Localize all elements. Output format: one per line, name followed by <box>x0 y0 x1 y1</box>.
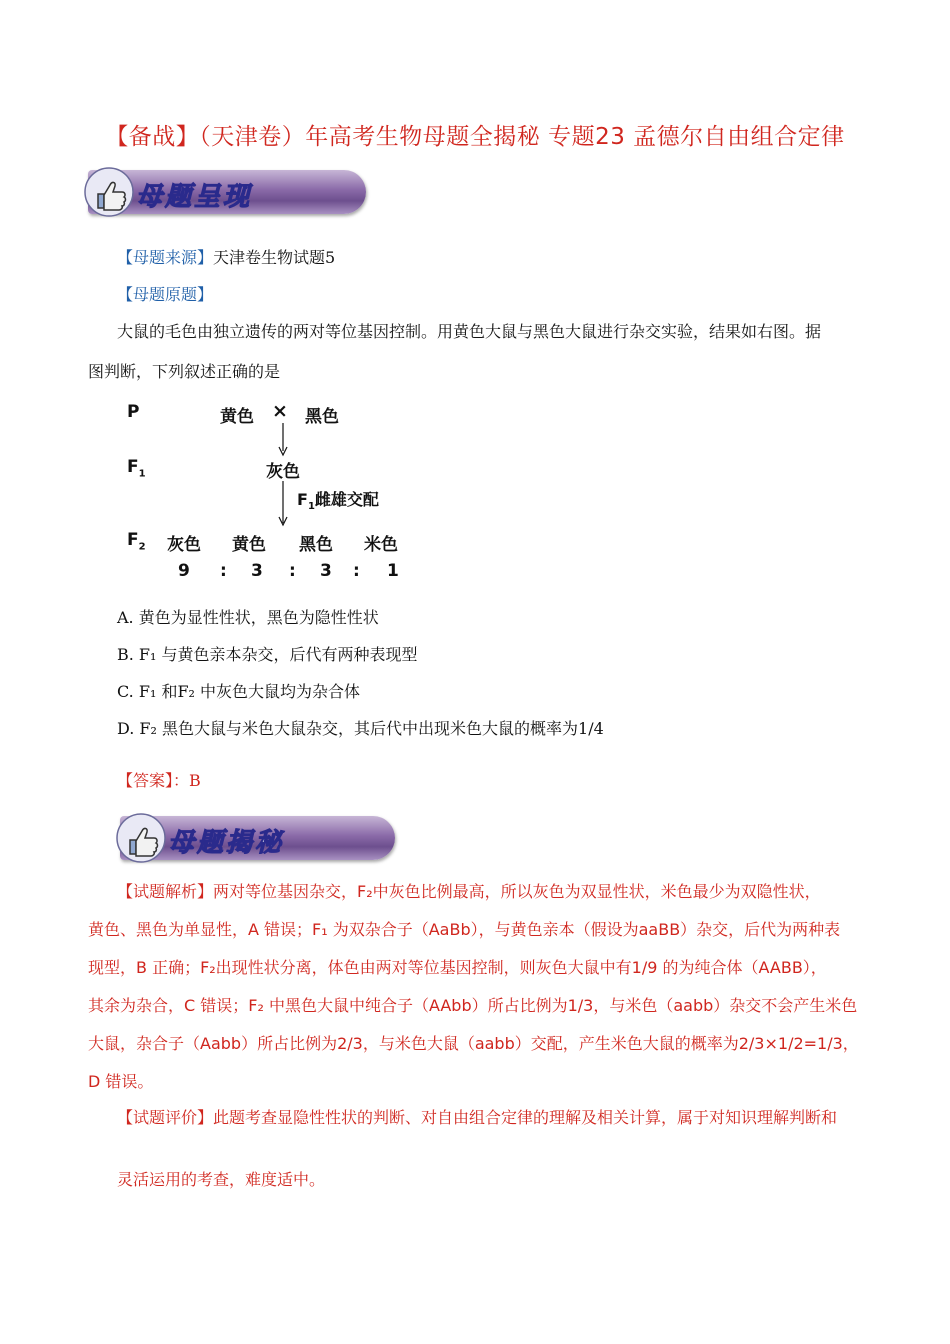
p-generation-label: P <box>127 402 140 422</box>
option-a: A. 黄色为显性性状，黑色为隐性性状 <box>117 608 379 627</box>
question-line-1: 大鼠的毛色由独立遗传的两对等位基因控制。用黄色大鼠与黑色大鼠进行杂交实验，结果如右图。据 <box>117 322 822 341</box>
f1-generation-label: $F_1$ <box>127 457 146 480</box>
p-black: 黑色 <box>305 407 339 427</box>
analysis-line-1: 【试题解析】两对等位基因杂交，F₂中灰色比例最高，所以灰色为双显性状，米色最少为双隐性状， <box>117 882 821 901</box>
analysis-line-6: D 错误。 <box>88 1072 154 1091</box>
ratio-value: 9 <box>178 561 190 581</box>
source-text: 天津卷生物试题5 <box>213 248 336 267</box>
analysis-label: 【试题解析】 <box>117 882 214 901</box>
ratio-value: 1 <box>387 561 399 581</box>
f2-phenotype: 米色 <box>364 535 398 555</box>
section-banner-analysis <box>120 816 395 860</box>
ratio-value: 3 <box>320 561 332 581</box>
answer-text: ：B <box>173 771 201 790</box>
banner-title: 母题揭秘 <box>168 828 285 858</box>
source-label: 【母题来源】 <box>117 248 214 267</box>
evaluation-line-2: 灵活运用的考查，难度适中。 <box>117 1170 326 1189</box>
f1-gray: 灰色 <box>266 462 300 482</box>
f2-phenotype: 灰色 <box>167 535 201 555</box>
f2-phenotype: 黄色 <box>232 535 266 555</box>
ratio-separator: : <box>353 561 360 581</box>
evaluation-label: 【试题评价】 <box>117 1108 214 1127</box>
f2-generation-label: $F_2$ <box>127 530 146 553</box>
f2-phenotype: 黑色 <box>299 535 333 555</box>
page-title: 【备战】（天津卷）年高考生物母题全揭秘 专题23 孟德尔自由组合定律 <box>105 124 845 150</box>
ratio-value: 3 <box>251 561 263 581</box>
cross-symbol: × <box>272 400 288 422</box>
analysis-line-4: 其余为杂合，C 错误；F₂ 中黑色大鼠中纯合子（AAbb）所占比例为1/3，与米色（aabb）杂交不会产生米色 <box>88 996 858 1015</box>
option-d: D. F₂ 黑色大鼠与米色大鼠杂交，其后代中出现米色大鼠的概率为1/4 <box>117 719 604 738</box>
original-label: 【母题原题】 <box>117 285 214 304</box>
evaluation-line-1: 【试题评价】此题考查显隐性性状的判断、对自由组合定律的理解及相关计算，属于对知识理解判断和 <box>117 1108 838 1127</box>
question-line-2: 图判断，下列叙述正确的是 <box>88 362 281 381</box>
analysis-line-5: 大鼠，杂合子（Aabb）所占比例为2/3，与米色大鼠（aabb）交配，产生米色大鼠的概率为2/3×1/2=1/3， <box>88 1034 859 1053</box>
p-yellow: 黄色 <box>220 407 254 427</box>
answer-line <box>117 771 201 791</box>
ratio-separator: : <box>220 561 227 581</box>
analysis-line-3: 现型，B 正确；F₂出现性状分离，体色由两对等位基因控制，则灰色大鼠中有1/9 的为纯合体（AABB）， <box>88 958 827 977</box>
f1-mating-label: $F_1$雌雄交配 <box>297 490 379 513</box>
thumbs-up-icon <box>116 810 166 864</box>
option-b: B. F₁ 与黄色亲本杂交，后代有两种表现型 <box>117 645 418 664</box>
answer-label: 【答案】 <box>117 771 174 790</box>
ratio-separator: : <box>289 561 296 581</box>
option-c: C. F₁ 和F₂ 中灰色大鼠均为杂合体 <box>117 682 361 701</box>
cross-diagram <box>0 0 950 600</box>
analysis-line-2: 黄色、黑色为单显性，A 错误；F₁ 为双杂合子（AaBb），与黄色亲本（假设为aaBB）杂交，后代为两种表 <box>88 920 841 939</box>
banner-title: 母题呈现 <box>136 182 253 212</box>
